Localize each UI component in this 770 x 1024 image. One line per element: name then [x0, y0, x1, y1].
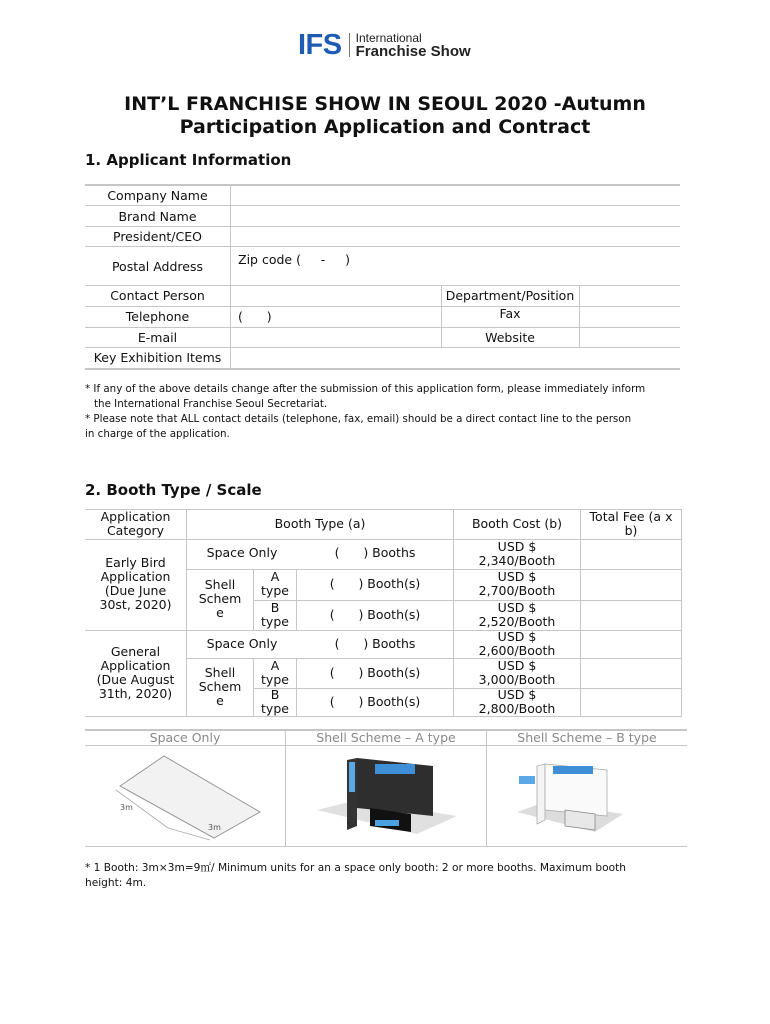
cost-text: USD $	[497, 539, 537, 554]
category-text: 30st, 2020)	[99, 597, 172, 612]
booth-cost-cell	[454, 570, 580, 598]
header-text: Total Fee (a x	[589, 509, 673, 524]
cost-text: 2,340/Booth	[478, 553, 556, 568]
notice-text: * Please note that ALL contact details (telephone, fax, email) should be a direct contact line to the person	[85, 413, 632, 425]
booths-count-field[interactable]: ( ) Booths	[334, 545, 416, 560]
type-text: B	[270, 600, 280, 615]
booths-count-field[interactable]: ( ) Booths	[334, 636, 416, 651]
row-line	[85, 246, 680, 247]
type-text: type	[261, 583, 289, 598]
ifs-logo	[298, 30, 471, 60]
shell-text: Shell	[204, 577, 236, 592]
shell-b-image-header: Shell Scheme – B type	[517, 730, 657, 745]
type-text: type	[261, 614, 289, 629]
counter	[565, 810, 595, 830]
booth-cost-cell	[454, 688, 580, 716]
page-subtitle: Participation Application and Contract	[179, 116, 591, 138]
shell-text: Schem	[198, 591, 242, 606]
category-text: Application	[100, 658, 171, 673]
type-text: A	[270, 658, 280, 673]
booths-count-field[interactable]: ( ) Booth(s)	[329, 607, 421, 622]
logo-line1: International	[355, 31, 422, 45]
postal-address-label: Postal Address	[111, 259, 204, 274]
key-items-label: Key Exhibition Items	[93, 350, 222, 365]
cost-text: 2,800/Booth	[478, 701, 556, 716]
space-only-label: Space Only	[206, 636, 278, 651]
company-name-label: Company Name	[107, 188, 208, 203]
booth-type-header: Booth Type (a)	[274, 516, 366, 531]
category-text: 31th, 2020)	[98, 686, 173, 701]
department-field[interactable]	[580, 286, 680, 306]
fascia-panel	[553, 766, 593, 774]
booths-count-field[interactable]: ( ) Booth(s)	[329, 576, 421, 591]
cost-text: 3,000/Booth	[478, 672, 556, 687]
website-field[interactable]	[580, 328, 680, 347]
company-name-field[interactable]	[231, 186, 680, 205]
notice-text: * If any of the above details change after the submission of this application form, please immediately inform	[85, 383, 646, 395]
type-text: type	[261, 672, 289, 687]
header-text: Category	[106, 523, 165, 538]
category-header	[85, 510, 186, 538]
booth-cost-cell	[454, 630, 580, 658]
table-border-bottom	[85, 846, 687, 847]
total-fee-field[interactable]	[581, 689, 681, 716]
shell-text: Schem	[198, 679, 242, 694]
booth-note: * 1 Booth: 3m×3m=9㎡/ Minimum units for an a space only booth: 2 or more booths. Maximum booth	[85, 862, 626, 874]
department-label: Department/Position	[445, 288, 575, 303]
email-label: E-mail	[137, 330, 178, 345]
logo-mark: IFS	[298, 28, 342, 61]
cost-text: USD $	[497, 629, 537, 644]
type-text: type	[261, 701, 289, 716]
section1-heading: 1. Applicant Information	[85, 151, 292, 169]
booth-cost-cell	[454, 659, 580, 687]
key-items-field[interactable]	[231, 348, 680, 368]
total-fee-field[interactable]	[581, 570, 681, 600]
category-text: (Due June	[104, 583, 167, 598]
side-graphic	[349, 762, 355, 792]
space-only-label: Space Only	[206, 545, 278, 560]
table-border-bottom	[85, 368, 680, 370]
booth-cost-cell	[454, 540, 580, 568]
col-line	[681, 509, 682, 717]
category-text: General	[110, 644, 161, 659]
general-category	[85, 645, 186, 701]
b-type-label	[254, 688, 296, 716]
telephone-label: Telephone	[125, 309, 190, 324]
header-text: b)	[624, 523, 638, 538]
booths-count-field[interactable]: ( ) Booth(s)	[329, 665, 421, 680]
logo-divider	[349, 33, 350, 57]
type-text: B	[270, 687, 280, 702]
fax-label: Fax	[499, 306, 521, 321]
shell-text: e	[216, 605, 224, 620]
type-text: A	[270, 569, 280, 584]
dimension-label-3m: 3m	[120, 803, 133, 812]
cost-text: USD $	[497, 600, 537, 615]
website-label: Website	[485, 330, 535, 345]
email-field[interactable]	[231, 328, 441, 347]
booth-note: height: 4m.	[85, 877, 147, 889]
section2-heading: 2. Booth Type / Scale	[85, 481, 262, 499]
brand-name-field[interactable]	[231, 206, 680, 226]
fascia-panel	[375, 764, 415, 774]
president-field[interactable]	[231, 227, 680, 246]
space-only-image-header: Space Only	[149, 730, 221, 745]
space-only-illustration	[110, 750, 275, 842]
category-text: Early Bird	[105, 555, 166, 570]
category-text: Application	[100, 569, 171, 584]
b-type-label	[254, 601, 296, 629]
total-fee-field[interactable]	[581, 631, 681, 658]
a-type-label	[254, 659, 296, 687]
brand-name-label: Brand Name	[118, 209, 197, 224]
shell-scheme-label	[187, 578, 253, 620]
wall-left	[537, 764, 545, 824]
cost-text: USD $	[497, 687, 537, 702]
contact-person-label: Contact Person	[110, 288, 205, 303]
contact-person-field[interactable]	[231, 286, 441, 306]
shell-a-illustration	[315, 750, 460, 844]
logo-line2: Franchise Show	[355, 43, 471, 60]
floor-plane	[120, 756, 260, 838]
cost-text: 2,520/Booth	[478, 614, 556, 629]
col-line	[285, 730, 286, 846]
fax-field[interactable]	[580, 307, 680, 327]
telephone-field[interactable]: ( )	[238, 309, 272, 324]
cost-text: 2,600/Booth	[478, 643, 556, 658]
shell-scheme-label	[187, 666, 253, 708]
total-fee-field[interactable]	[581, 659, 681, 688]
notice-text: in charge of the application.	[85, 428, 230, 440]
shell-a-image-header: Shell Scheme – A type	[316, 730, 456, 745]
notice-text: the International Franchise Seoul Secretariat.	[94, 398, 328, 410]
booths-count-field[interactable]: ( ) Booth(s)	[329, 694, 421, 709]
total-fee-header	[581, 510, 681, 538]
booth-cost-cell	[454, 601, 580, 629]
side-graphic	[519, 776, 535, 784]
cost-text: USD $	[497, 658, 537, 673]
shell-text: Shell	[204, 665, 236, 680]
early-bird-category	[85, 556, 186, 612]
zip-code-field[interactable]: Zip code ( - )	[238, 252, 351, 267]
logo-text	[356, 32, 471, 58]
shell-b-illustration	[515, 752, 625, 842]
booth-cost-header: Booth Cost (b)	[471, 516, 563, 531]
col-line	[486, 730, 487, 846]
cost-text: USD $	[497, 569, 537, 584]
total-fee-field[interactable]	[581, 540, 681, 569]
dimension-label-3m: 3m	[208, 823, 221, 832]
a-type-label	[254, 570, 296, 598]
page-title: INT’L FRANCHISE SHOW IN SEOUL 2020 -Autumn	[124, 93, 646, 115]
counter-graphic	[375, 820, 399, 826]
header-text: Application	[100, 509, 171, 524]
table-border-bottom	[85, 716, 682, 717]
category-text: (Due August	[96, 672, 175, 687]
row-line	[85, 745, 687, 746]
shell-text: e	[216, 693, 224, 708]
president-label: President/CEO	[113, 229, 202, 244]
cost-text: 2,700/Booth	[478, 583, 556, 598]
total-fee-field[interactable]	[581, 601, 681, 630]
